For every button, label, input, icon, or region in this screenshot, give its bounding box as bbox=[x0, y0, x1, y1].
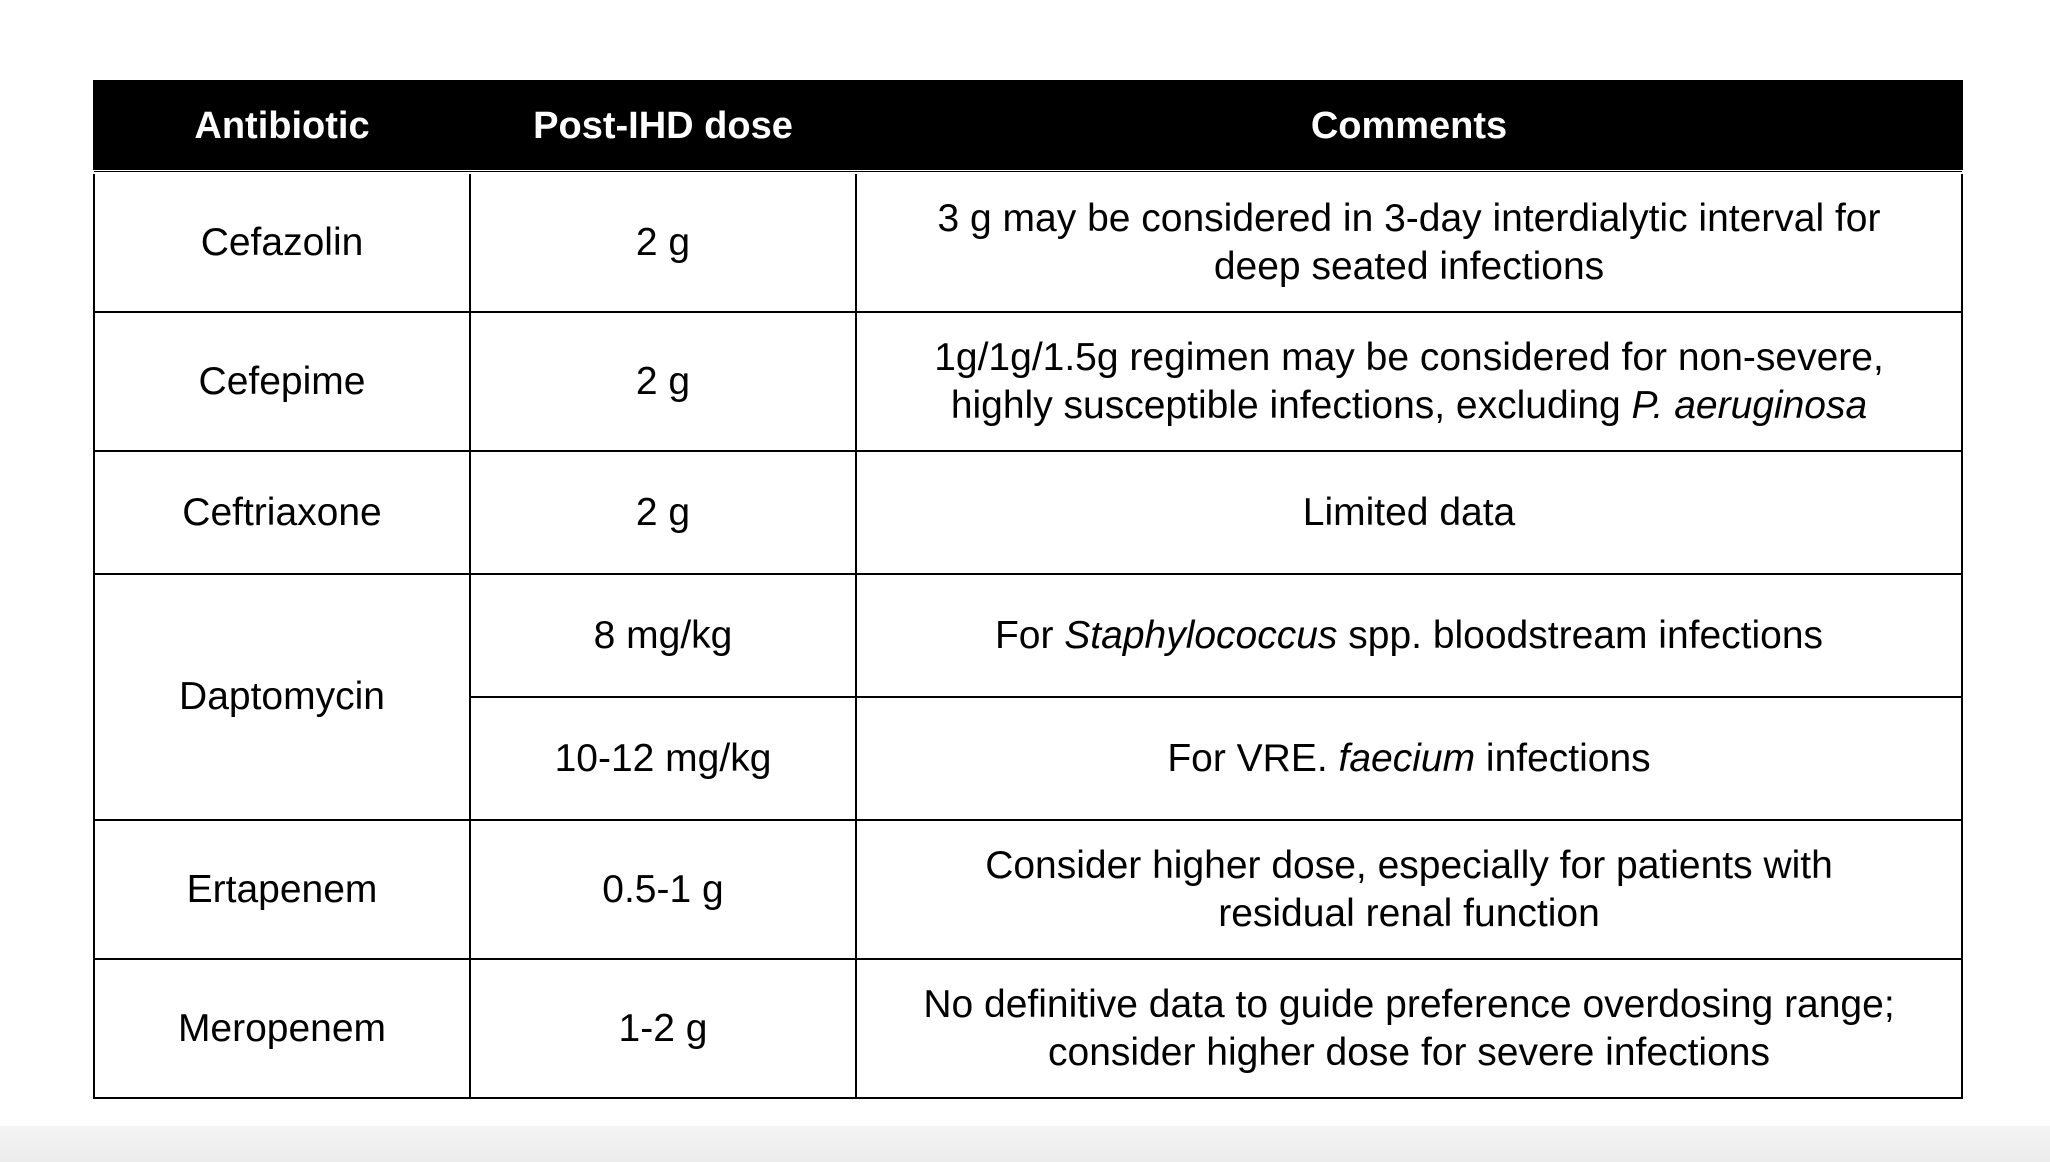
table-row-cefepime bbox=[94, 312, 1962, 451]
dosing-table-container bbox=[93, 80, 1961, 1099]
comment-line: deep seated infections bbox=[1213, 244, 1605, 288]
comment-cell bbox=[856, 697, 1962, 820]
dose-cell: 8 mg/kg bbox=[470, 574, 856, 697]
table-row-ceftriaxone bbox=[94, 451, 1962, 574]
comment-line: consider higher dose for severe infections bbox=[1048, 1030, 1770, 1074]
dose-cell: 10-12 mg/kg bbox=[470, 697, 856, 820]
comment-italic-organism: faecium bbox=[1338, 736, 1476, 780]
comment-text: For bbox=[994, 613, 1065, 657]
comment-text: spp. bloodstream infections bbox=[1337, 613, 1824, 657]
column-header-antibiotic: Antibiotic bbox=[94, 81, 470, 172]
comment-italic-organism: P. aeruginosa bbox=[1631, 383, 1868, 427]
comment-text: infections bbox=[1475, 736, 1651, 780]
comment-cell bbox=[856, 574, 1962, 697]
comment-cell: Limited data bbox=[856, 451, 1962, 574]
comment-line: Consider higher dose, especially for patients with bbox=[985, 843, 1833, 887]
comment-cell bbox=[856, 820, 1962, 959]
dose-cell: 2 g bbox=[470, 451, 856, 574]
table-header-row bbox=[94, 81, 1962, 172]
antibiotic-cell: Cefepime bbox=[94, 312, 470, 451]
comment-italic-organism: Staphylococcus bbox=[1064, 613, 1338, 657]
table-row-meropenem bbox=[94, 959, 1962, 1098]
comment-line: 1g/1g/1.5g regimen may be considered for non-severe, bbox=[934, 335, 1884, 379]
comment-line: No definitive data to guide preference overdosing range; bbox=[923, 982, 1895, 1026]
comment-line: residual renal function bbox=[1218, 891, 1600, 935]
antibiotic-cell: Ceftriaxone bbox=[94, 451, 470, 574]
dose-cell: 1-2 g bbox=[470, 959, 856, 1098]
comment-cell bbox=[856, 312, 1962, 451]
comment-text: highly susceptible infections, excluding bbox=[950, 383, 1632, 427]
dose-cell: 2 g bbox=[470, 172, 856, 312]
comment-cell bbox=[856, 959, 1962, 1098]
comment-text: For VRE. bbox=[1167, 736, 1339, 780]
antibiotic-cell: Cefazolin bbox=[94, 172, 470, 312]
table-row-cefazolin bbox=[94, 172, 1962, 312]
antibiotic-cell: Ertapenem bbox=[94, 820, 470, 959]
antibiotic-dosing-table bbox=[93, 80, 1963, 1099]
column-header-post-ihd-dose: Post-IHD dose bbox=[470, 81, 856, 172]
table-row-daptomycin-1 bbox=[94, 574, 1962, 697]
antibiotic-cell: Daptomycin bbox=[94, 574, 470, 820]
comment-line: 3 g may be considered in 3-day interdialytic interval for bbox=[937, 196, 1881, 240]
dose-cell: 0.5-1 g bbox=[470, 820, 856, 959]
dose-cell: 2 g bbox=[470, 312, 856, 451]
antibiotic-cell: Meropenem bbox=[94, 959, 470, 1098]
column-header-comments: Comments bbox=[856, 81, 1962, 172]
table-row-ertapenem bbox=[94, 820, 1962, 959]
bottom-shade bbox=[0, 1126, 2050, 1162]
comment-cell bbox=[856, 172, 1962, 312]
